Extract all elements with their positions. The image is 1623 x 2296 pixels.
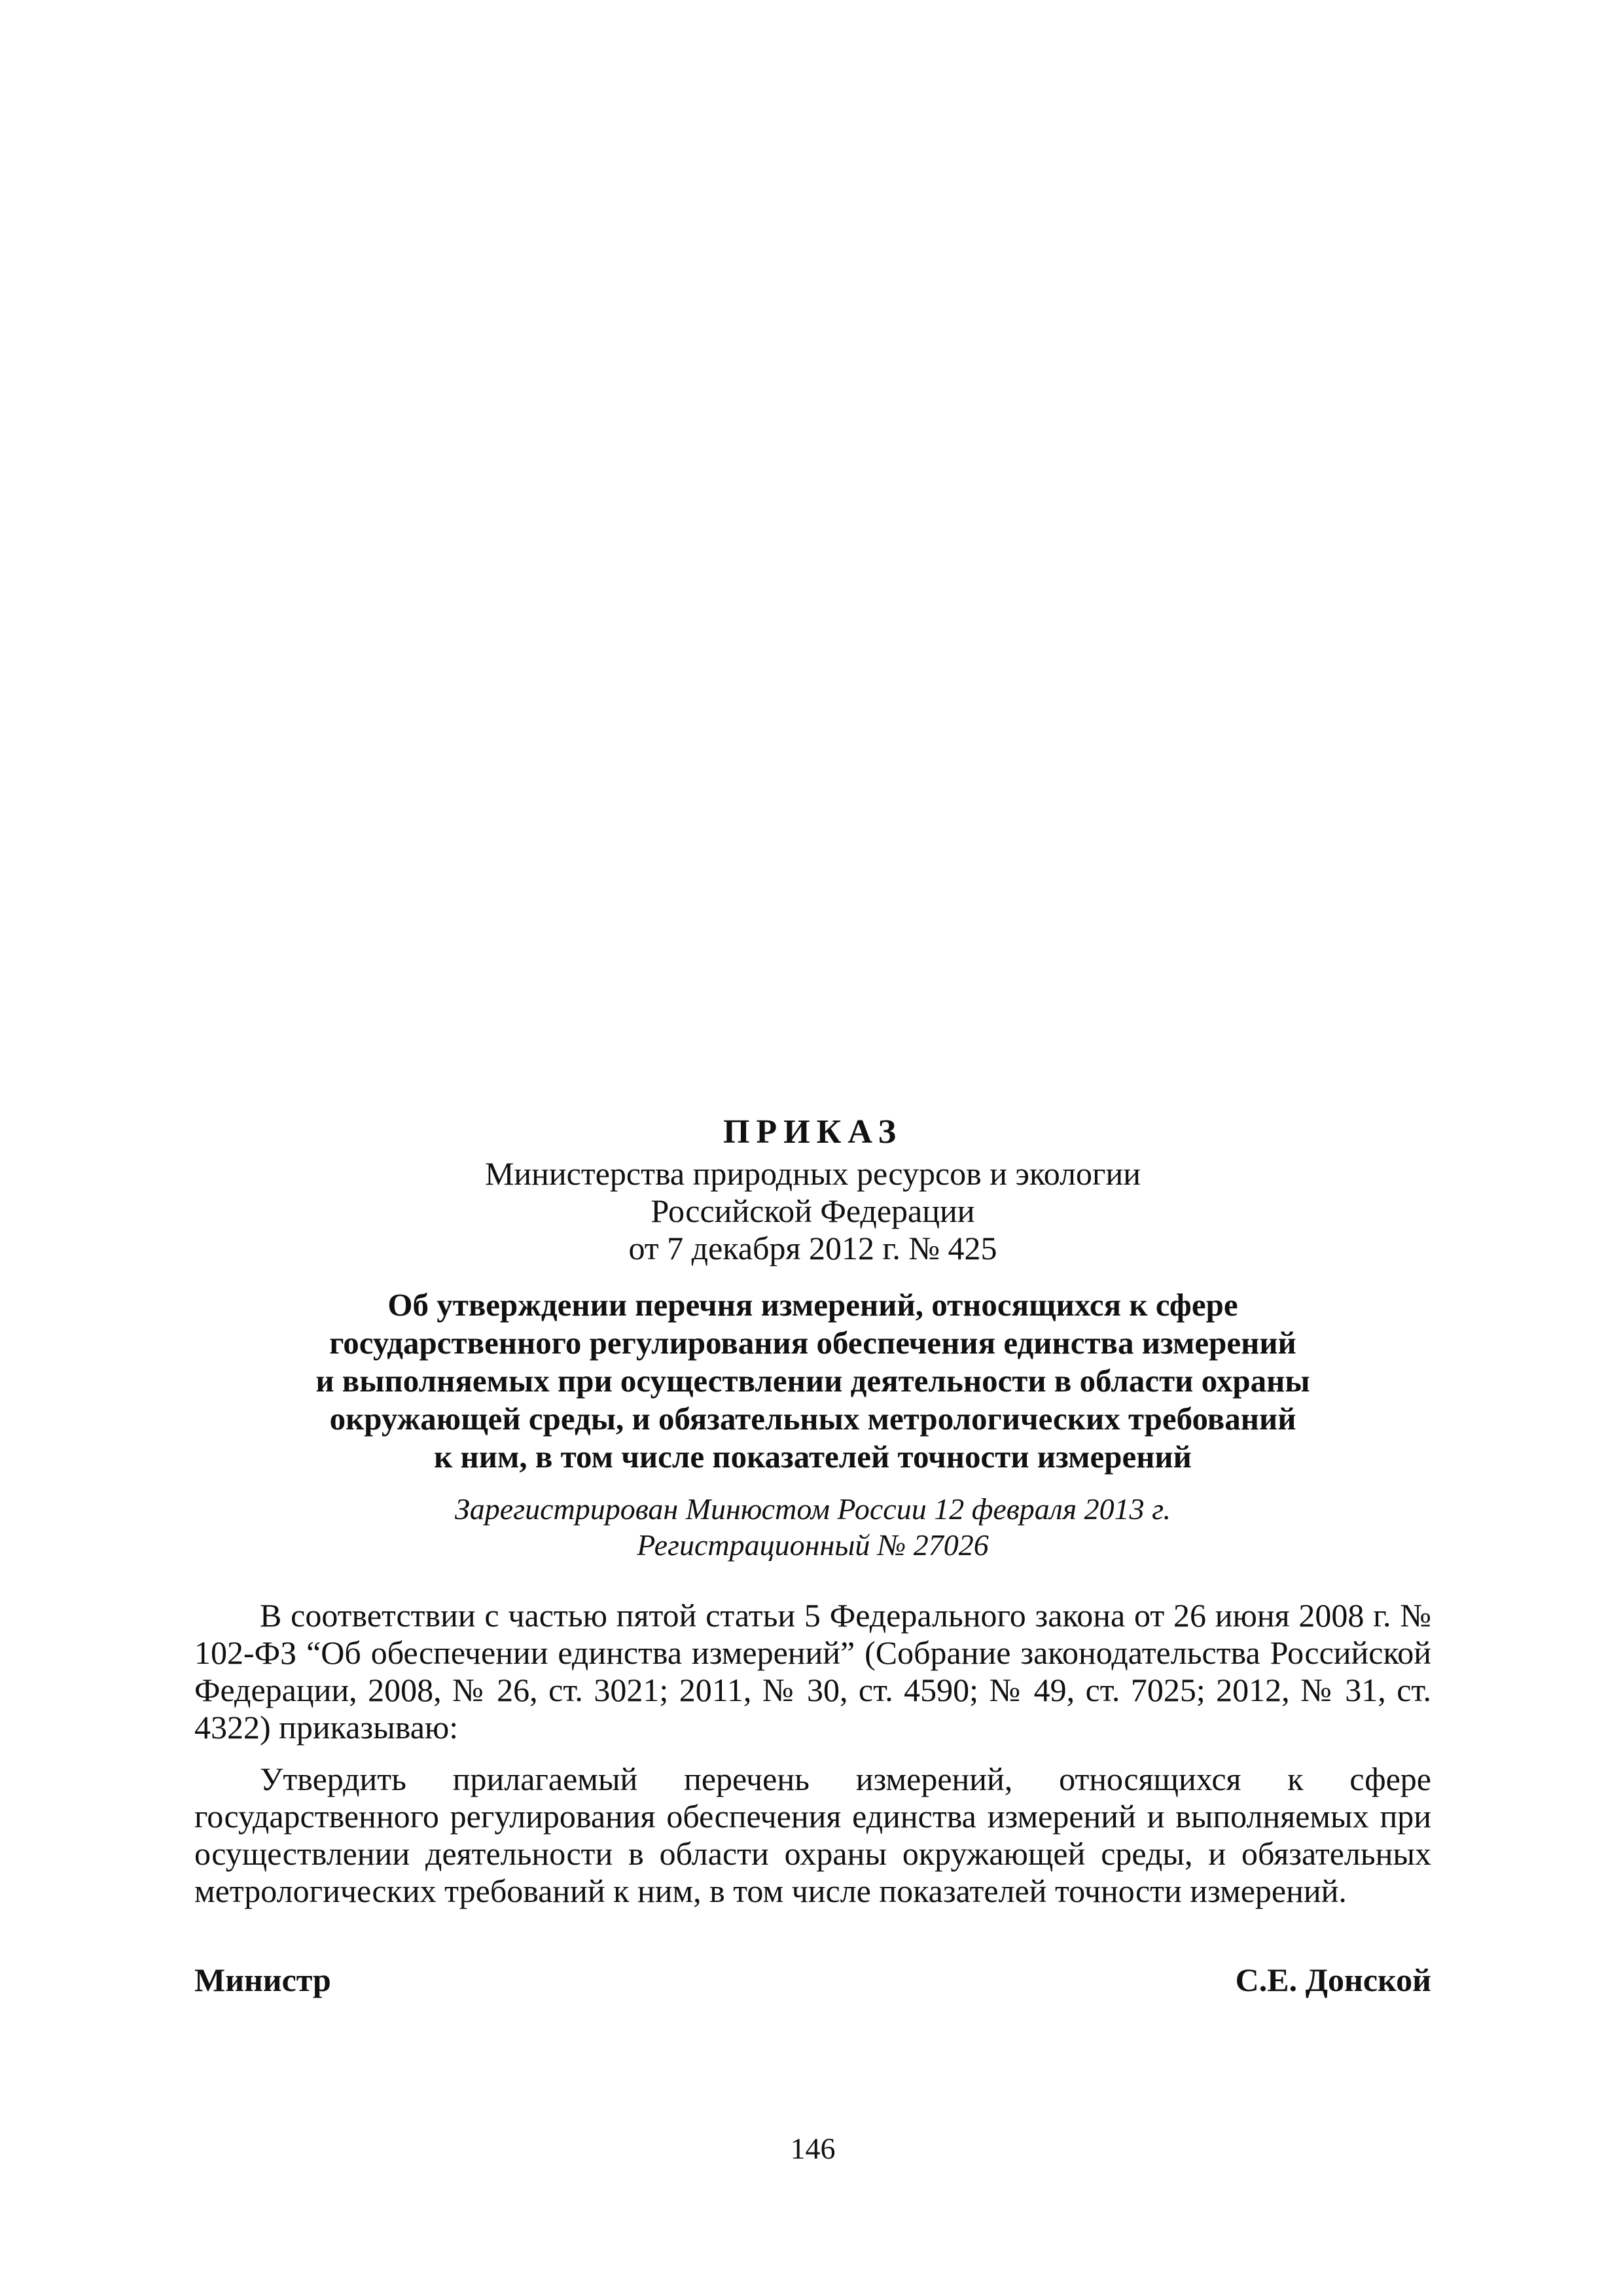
signatory-name: С.Е. Донской <box>1235 1962 1431 1998</box>
body-paragraph: В соответствии с частью пятой статьи 5 Федерального закона от 26 июня 2008 г. № 102-ФЗ “Об обеспечении единства измерений” (Собрание законодательства Российской Федерации, 2008, № 26, ст. 3021; 2011, № 30, ст. 4590; № 49, ст. 7025; 2012, № 31, ст. 4322) приказываю: <box>194 1597 1431 1746</box>
heading-line: Об утверждении перечня измерений, относящихся к сфере <box>387 1287 1238 1323</box>
heading-line: и выполняемых при осуществлении деятельности в области охраны <box>315 1363 1310 1399</box>
order-date-number: от 7 декабря 2012 г. № 425 <box>628 1230 997 1266</box>
heading-line: к ним, в том числе показателей точности измерений <box>434 1439 1192 1475</box>
signature-block <box>194 1960 1431 2000</box>
document-title: ПРИКАЗ <box>722 1113 903 1151</box>
order-body <box>194 1597 1431 1924</box>
registration-note <box>194 1491 1431 1563</box>
heading-line: государственного регулирования обеспечения единства измерений <box>329 1325 1296 1361</box>
issuer-block <box>194 1155 1431 1267</box>
order-heading <box>194 1286 1431 1476</box>
page-number: 146 <box>790 2132 836 2165</box>
issuer-line: Министерства природных ресурсов и экологии <box>484 1155 1141 1192</box>
body-paragraph: Утвердить прилагаемый перечень измерений, относящихся к сфере государственного регулирования обеспечения единства измерений и выполняемых при осуществлении деятельности в области охраны окружающей среды, и обязательных метрологических требований к ним, в том числе показателей точности измерений. <box>194 1761 1431 1909</box>
signatory-position: Министр <box>194 1962 331 1998</box>
registration-number: Регистрационный № 27026 <box>637 1528 989 1562</box>
issuer-line: Российской Федерации <box>651 1193 975 1229</box>
registration-line: Зарегистрирован Минюстом России 12 февраля 2013 г. <box>454 1492 1171 1526</box>
heading-line: окружающей среды, и обязательных метрологических требований <box>329 1401 1296 1437</box>
